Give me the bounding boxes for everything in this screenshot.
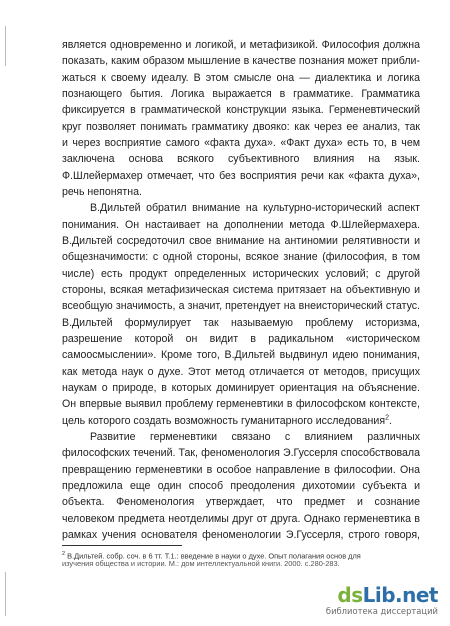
text-line: речь непонятна. — [62, 186, 142, 198]
text-line: Он впервые выявил проблему герменевтики в философском контексте, — [62, 398, 420, 410]
text-line: рамках учения основателя феноменологии Э.Гуссерля, строго говоря, — [62, 529, 420, 541]
text-line: превращению герменевтики в особое направление в философии. Она — [62, 464, 420, 476]
text-line: В.Дильтей формулирует так называемую проблему историзма, — [62, 317, 420, 329]
text-line: Ф.Шлейермахер отмечает, что без восприятия речи как «факта духа», — [62, 170, 420, 182]
text-line: является одновременно и логикой, и метафизикой. Философия должна — [62, 39, 420, 51]
paragraph-first-line: В.Дильтей обратил внимание на культурно-исторический аспект — [90, 202, 420, 214]
footnote-text: изучения общества и истории. М.: дом интеллектуальной книги. 2000. с.280-283. — [62, 559, 340, 568]
text-line: круг позволяет понимать грамматику двояко: как через ее анализ, так — [62, 121, 420, 133]
logo-part-green: ds — [337, 583, 363, 607]
text-line: и через восприятие самого «факта духа». «Факт духа» есть то, в чем — [62, 137, 420, 149]
text-line: объекта. Феноменология утверждает, что предмет и сознание — [62, 496, 420, 508]
text-line: заключена основа всякого субъективного влияния на язык. — [62, 153, 420, 165]
dslib-watermark-logo[interactable] — [326, 584, 438, 618]
logo-tagline: библиотека диссертаций — [325, 606, 438, 616]
scan-edge-line-bottom — [5, 572, 6, 616]
text-line: философских течений. Так, феноменология Э.Гуссерля способствовала — [62, 447, 420, 459]
logo-part-blue: Lib.net — [362, 583, 438, 607]
text-line: фиксируется в грамматической конструкции языка. Герменевтический — [62, 104, 420, 116]
text-line: наукам о природе, в которых доминирует ориентация на объяснение. — [62, 382, 420, 394]
text-line: показать, каким образом мышление в качестве познания может прибли- — [62, 55, 420, 67]
text-line: числе) есть продукт определенных исторических условий; с другой — [62, 268, 420, 280]
paragraph-first-line: Развитие герменевтики связано с влиянием различных — [90, 431, 420, 443]
text-line: В.Дильтей сосредоточил свое внимание на антиномии релятивности и — [62, 235, 420, 247]
footnote-line — [62, 559, 420, 568]
text-line: жаться к своему идеалу. В этом смысле она — диалектика и логика — [62, 72, 420, 84]
text-line: понимания. Он настаивает на дополнении метода Ф.Шлейермахера. — [62, 219, 420, 231]
text-line: стороны, всякая метафизическая система притязает на объективную и — [62, 284, 420, 296]
text-line: предложила еще один способ преодоления дихотомии субъекта и — [62, 480, 420, 492]
footnote-marker: 2 — [62, 551, 66, 557]
dslib-logo-text — [337, 584, 438, 606]
footnote-separator — [62, 545, 182, 546]
text-line-with-footnote: цель которого создать возможность гуманитарного исследования$^2$. — [62, 414, 392, 427]
text-line: всеобщую значимость, а значит, претендует на внеисторический статус. — [62, 300, 420, 312]
text-line: цель которого создать возможность гуманитарного исследования — [62, 415, 386, 427]
text-line: как метода наук о духе. Этот метод отличается от методов, присущих — [62, 366, 420, 378]
text-line: разрешение которой он видит в радикальном «историческом — [62, 333, 420, 345]
scan-edge-line-top — [5, 26, 6, 66]
footnote-text: В.Дильтей. собр. соч. в 6 тт. Т.1.: введение в науки о духе. Опыт полагания основ для — [67, 551, 361, 561]
text-line: познающего бытия. Логика выражается в грамматике. Грамматика — [62, 88, 420, 100]
footnote-reference[interactable]: 2 — [385, 414, 389, 422]
text-line: самоосмыслении». Кроме того, В.Дильтей выдвинул идею понимания, — [62, 349, 420, 361]
text-line: человеком предмета неотделимы друг от друга. Однако герменевтика в — [62, 513, 420, 525]
text-line: общезначимости: с одной стороны, всякое знание (философия, в том — [62, 251, 420, 263]
